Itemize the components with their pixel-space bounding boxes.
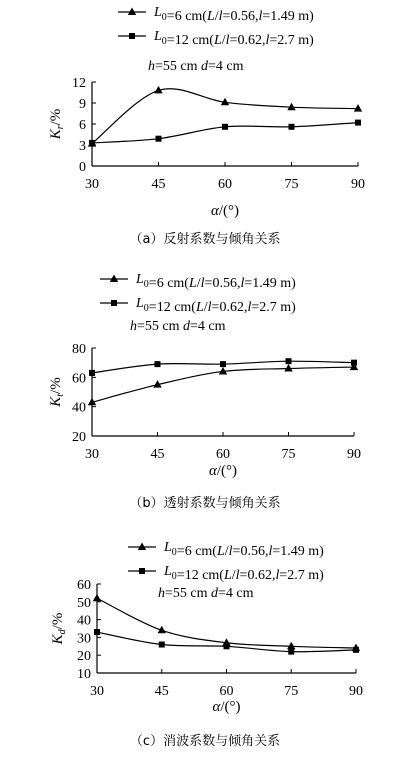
legend-label-2: $L_0=12$ cm(L/l=0.62,l=2.7 m) <box>136 296 296 315</box>
chart-c <box>50 540 363 749</box>
legend-marker-2 <box>139 568 145 574</box>
y-tick-label: 3 <box>79 139 86 154</box>
x-tick-label: 60 <box>219 684 234 699</box>
legend-label-1: $L_0=6$ cm(L/l=0.56,l=1.49 m) <box>154 5 314 24</box>
series-line-1 <box>92 89 358 144</box>
data-point-1-1 <box>93 594 101 602</box>
x-tick-label: 60 <box>218 177 232 192</box>
chart-b <box>48 272 361 511</box>
x-tick-label: 90 <box>349 684 363 699</box>
chart-caption: （b）透射系数与倾角关系 <box>129 496 281 511</box>
data-point-2-4 <box>289 124 295 130</box>
x-axis-label: α/(°) <box>208 463 238 479</box>
x-axis-label: α/(°) <box>212 699 241 715</box>
data-point-1-4 <box>287 642 295 650</box>
y-tick-label: 12 <box>72 76 86 91</box>
x-tick-label: 75 <box>281 447 296 462</box>
y-tick-label: 6 <box>79 118 86 133</box>
data-point-2-1 <box>89 370 95 376</box>
x-tick-label: 45 <box>151 177 166 192</box>
legend-marker-1 <box>110 275 118 283</box>
y-axis-label: $K_r/\%$ <box>48 108 66 140</box>
data-point-2-1 <box>94 629 100 635</box>
data-point-2-4 <box>288 649 294 655</box>
data-point-1-4 <box>287 103 295 111</box>
legend-label-1: $L_0=6$ cm(L/l=0.56,l=1.49 m) <box>164 540 324 559</box>
data-point-2-2 <box>155 361 161 367</box>
annotation: h=55 cm d=4 cm <box>158 586 254 601</box>
y-tick-label: 80 <box>72 342 86 357</box>
data-point-2-3 <box>222 124 228 130</box>
data-point-2-3 <box>224 643 230 649</box>
x-tick-label: 60 <box>216 447 230 462</box>
chart-caption: （a）反射系数与倾角关系 <box>129 232 281 247</box>
y-tick-label: 10 <box>77 667 91 682</box>
data-point-2-5 <box>353 647 359 653</box>
legend-marker-2 <box>129 33 135 39</box>
y-tick-label: 20 <box>77 649 91 665</box>
data-point-2-2 <box>159 642 165 648</box>
annotation: h=55 cm d=4 cm <box>148 59 244 74</box>
data-point-1-5 <box>354 104 362 112</box>
data-point-2-3 <box>220 361 226 367</box>
legend-marker-1 <box>128 8 136 16</box>
y-tick-label: 60 <box>77 578 91 593</box>
annotation: h=55 cm d=4 cm <box>130 319 226 334</box>
y-tick-label: 0 <box>79 160 86 175</box>
x-tick-label: 90 <box>347 447 361 462</box>
data-point-2-5 <box>351 360 357 366</box>
y-tick-label: 30 <box>77 631 91 647</box>
legend-label-1: $L_0=6$ cm(L/l=0.56,l=1.49 m) <box>136 272 296 291</box>
x-tick-label: 45 <box>154 684 169 699</box>
x-tick-label: 30 <box>90 684 104 699</box>
x-axis-label: α/(°) <box>210 203 240 219</box>
legend-marker-1 <box>138 543 146 551</box>
y-tick-label: 40 <box>72 400 86 416</box>
x-tick-label: 30 <box>85 447 99 462</box>
x-tick-label: 30 <box>85 177 99 192</box>
y-tick-label: 50 <box>77 595 91 611</box>
data-point-1-4 <box>284 364 292 372</box>
legend-label-2: $L_0=12$ cm(L/l=0.62,l=2.7 m) <box>164 564 324 583</box>
data-point-2-1 <box>89 140 95 146</box>
chart-a <box>48 5 365 247</box>
data-point-2-4 <box>286 358 292 364</box>
y-axis-label: $K_t/\%$ <box>48 377 66 407</box>
x-tick-label: 90 <box>351 177 365 192</box>
legend-label-2: $L_0=12$ cm(L/l=0.62,l=2.7 m) <box>154 29 314 48</box>
chart-caption: （c）消波系数与倾角关系 <box>129 734 281 749</box>
data-point-2-2 <box>156 136 162 142</box>
data-point-2-5 <box>355 120 361 126</box>
x-tick-label: 75 <box>284 177 299 192</box>
y-tick-label: 9 <box>79 97 86 112</box>
y-tick-label: 20 <box>72 430 86 445</box>
legend-marker-2 <box>111 300 117 306</box>
x-tick-label: 45 <box>150 447 165 462</box>
y-tick-label: 60 <box>72 371 86 387</box>
x-tick-label: 75 <box>284 684 299 699</box>
y-axis-label: $K_d/\%$ <box>50 612 68 645</box>
y-tick-label: 40 <box>77 613 91 629</box>
